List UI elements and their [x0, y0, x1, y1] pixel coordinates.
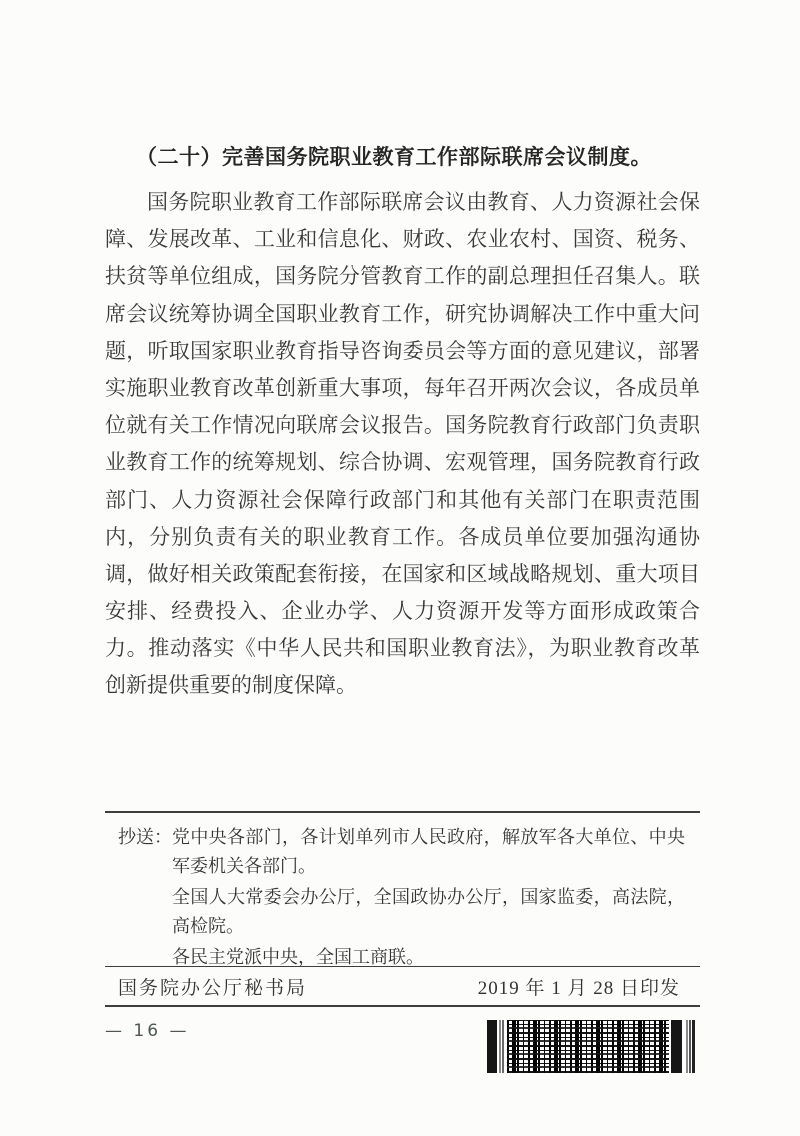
body-line: 位就有关工作情况向联席会议报告。国务院教育行政部门负责职 — [105, 413, 700, 438]
body-line: 部门、人力资源社会保障行政部门和其他有关部门在职责范围 — [105, 487, 700, 512]
body-line: 力。推动落实《中华人民共和国职业教育法》，为职业教育改革 — [105, 636, 700, 661]
body-line: 实施职业教育改革创新重大事项，每年召开两次会议，各成员单 — [105, 375, 700, 400]
section-heading: （二十）完善国务院职业教育工作部际联席会议制度。 — [136, 145, 652, 169]
body-line: 扶贫等单位组成，国务院分管教育工作的副总理担任召集人。联 — [105, 264, 700, 289]
barcode-noise-icon — [507, 1020, 669, 1073]
cc-entry: 党中央各部门，各计划单列市人民政府，解放军各大单位、中央军委机关各部门。 — [172, 827, 685, 876]
body-line: 安排、经费投入、企业办学、人力资源开发等方面形成政策合 — [105, 599, 700, 624]
colophon-row — [105, 966, 700, 1007]
matrix-barcode-icon — [487, 1020, 695, 1073]
body-line: 调，做好相关政策配套衔接，在国家和区域战略规划、重大项目 — [105, 561, 700, 586]
body-paragraph — [105, 184, 700, 705]
body-line: 国务院职业教育工作部际联席会议由教育、人力资源社会保 — [147, 190, 700, 214]
barcode-right-guard-icon — [669, 1020, 695, 1073]
body-line: 障、发展改革、工业和信息化、财政、农业农村、国资、税务、 — [105, 227, 700, 252]
cc-entry: 各民主党派中央，全国工商联。 — [172, 947, 424, 967]
cc-entry: 全国人大常委会办公厅，全国政协办公厅，国家监委，高法院，高检院。 — [172, 887, 685, 936]
body-line: 创新提供重要的制度保障。 — [105, 673, 357, 698]
body-line: 席会议统筹协调全国职业教育工作，研究协调解决工作中重大问 — [105, 301, 700, 326]
body-line: 业教育工作的统筹规划、综合协调、宏观管理，国务院教育行政 — [105, 450, 700, 475]
cc-entry-list — [172, 823, 700, 974]
print-date: 2019 年 1 月 28 日印发 — [477, 977, 680, 999]
body-line: 内，分别负责有关的职业教育工作。各成员单位要加强沟通协 — [105, 524, 700, 549]
cc-block — [105, 811, 700, 966]
body-line: 题，听取国家职业教育指导咨询委员会等方面的意见建议，部署 — [105, 338, 700, 363]
document-content — [105, 0, 700, 1136]
page-number: — 16 — — [105, 1021, 190, 1041]
barcode-left-guard-icon — [487, 1020, 507, 1073]
issuing-office: 国务院办公厅秘书局 — [118, 977, 308, 999]
cc-label: 抄送： — [118, 827, 172, 847]
